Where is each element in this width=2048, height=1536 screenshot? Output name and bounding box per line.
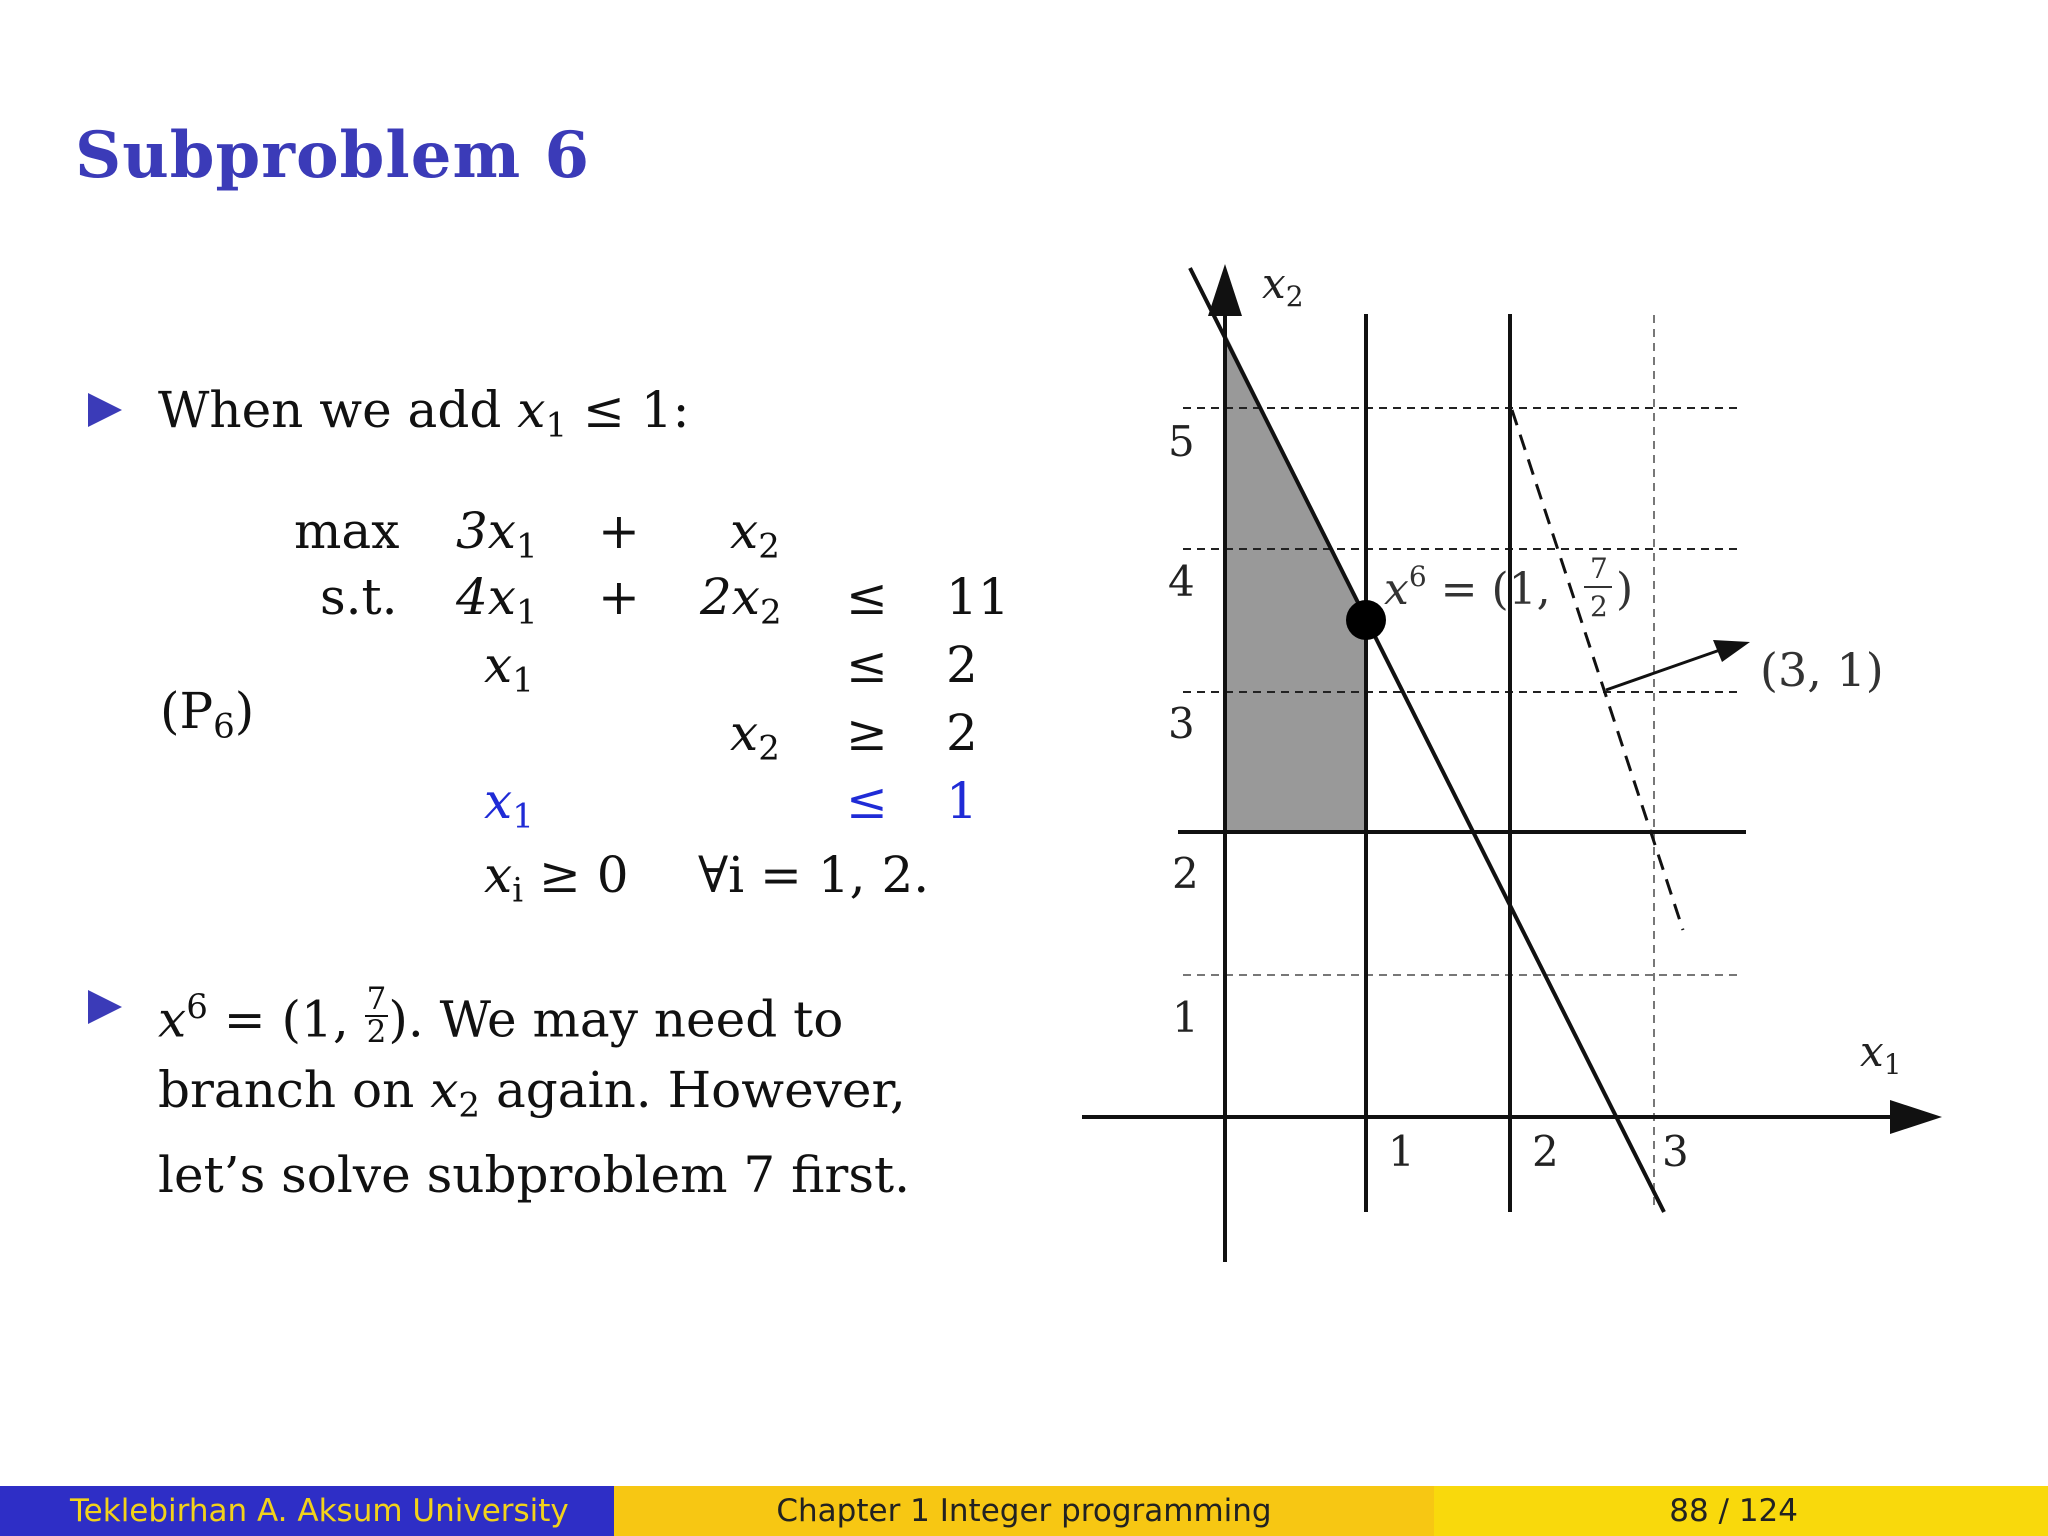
bullet-1-text: When we add [158, 381, 502, 439]
y-tick-label: 2 [1172, 849, 1199, 898]
objective-line [1512, 410, 1683, 930]
x-tick-label: 3 [1662, 1127, 1689, 1176]
bullet-1-relation: ≤ 1: [567, 381, 690, 439]
lp-name: $(P_6)$ [160, 682, 255, 747]
x-tick-label: 1 [1388, 1127, 1415, 1176]
x-axis-arrowhead [1890, 1100, 1942, 1134]
lp-relation: ≤ [846, 568, 888, 626]
y-tick-label: 1 [1172, 993, 1199, 1042]
y-axis-label: x2 [1262, 259, 1304, 313]
bullet-1-var-sub: 1 [545, 405, 568, 446]
lp-term-a-new: $x_1$ [484, 772, 534, 837]
lp-operator: + [598, 502, 640, 560]
x-tick-label: 2 [1532, 1127, 1559, 1176]
objective-arrowhead [1713, 640, 1750, 662]
lp-forall: ∀i = 1, 2. [698, 846, 930, 904]
footer-author: Teklebirhan A. Aksum University [0, 1486, 614, 1536]
feasible-region [1224, 330, 1366, 832]
svg-text:2: 2 [1590, 590, 1608, 623]
lp-term-b: $x_2$ [730, 704, 780, 769]
svg-text:): ) [1616, 564, 1634, 615]
lp-term-a: $4x_1$ [456, 568, 538, 633]
svg-text:7: 7 [1590, 552, 1608, 585]
y-axis-arrowhead [1208, 264, 1242, 316]
slide-title: Subproblem 6 [75, 118, 590, 193]
lp-term-a: $3x_1$ [456, 502, 538, 567]
bullet-1-var: x [517, 381, 546, 439]
footer-page-number: 88 / 124 [1434, 1486, 2048, 1536]
bullet-2-line-2: branch on $x_2$ again. However, [158, 1060, 906, 1126]
y-tick-label: 5 [1168, 417, 1195, 466]
x-axis-label: x1 [1860, 1027, 1902, 1081]
footer-chapter: Chapter 1 Integer programming [614, 1486, 1434, 1536]
fraction: $\frac{7}{2}$ [366, 981, 387, 1051]
lp-row-label: max [294, 502, 400, 560]
footer-bar [0, 1486, 2048, 1536]
lp-relation-new: ≤ [846, 772, 888, 830]
lp-rhs: 2 [946, 636, 978, 694]
lp-rhs-new: 1 [946, 772, 978, 830]
y-tick-label: 4 [1168, 557, 1195, 606]
lp-operator: + [598, 568, 640, 626]
lp-rhs: 11 [946, 568, 1010, 626]
bullet-2-line-1: $x^6 = (1$, $\frac{7}{2}$ ). We may need to [158, 981, 844, 1051]
lp-term-a: $x_1$ [484, 636, 534, 701]
lp-relation: ≤ [846, 636, 888, 694]
objective-label: (3, 1) [1760, 643, 1884, 697]
objective-arrow [1606, 650, 1720, 690]
bullet-2-line-3: let’s solve subproblem 7 first. [158, 1146, 910, 1205]
svg-text:x6 = (1,: $x^6 = (1$, [1384, 560, 1551, 615]
lp-row-label: s.t. [320, 568, 398, 626]
optimal-point-marker [1346, 600, 1386, 640]
y-tick-label: 3 [1168, 699, 1195, 748]
lp-term-b: $2x_2$ [700, 568, 782, 633]
lp-relation: ≥ [846, 704, 888, 762]
lp-rhs: 2 [946, 704, 978, 762]
lp-nonnegativity: $x_i \ge 0$ [484, 846, 629, 911]
lp-term-b: $x_2$ [730, 502, 780, 567]
